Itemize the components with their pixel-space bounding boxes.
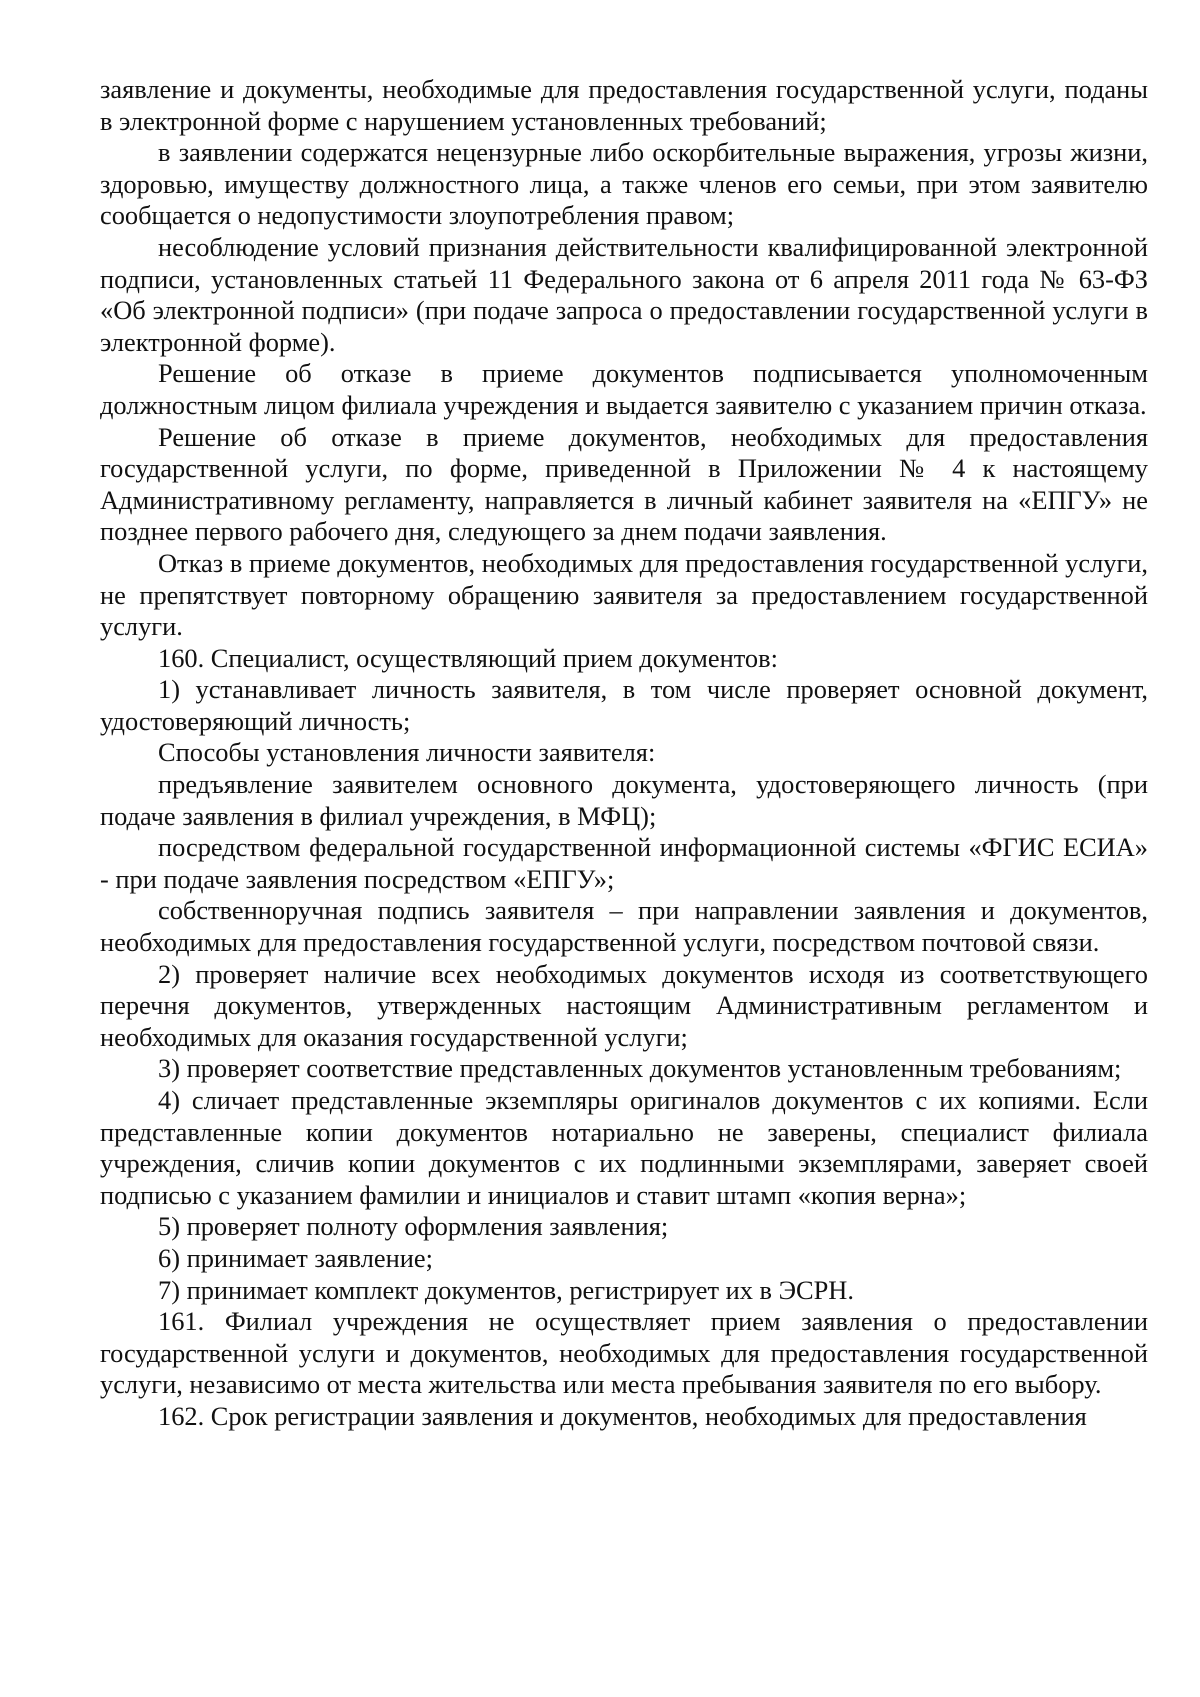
paragraph-signature-validity: несоблюдение условий признания действительности квалифицированной электронной подписи, установленных статьей 11 Федерального закона от 6 апреля 2011 года № 63-ФЗ «Об электронной подписи» (при подаче запроса о предоставлении государственной услуги в электронной форме).: [100, 231, 1148, 357]
paragraph-obscene-expressions: в заявлении содержатся нецензурные либо оскорбительные выражения, угрозы жизни, здоровью, имуществу должностного лица, а также членов его семьи, при этом заявителю сообщается о недопустимости злоупотребления правом;: [100, 137, 1148, 231]
paragraph-162: 162. Срок регистрации заявления и документов, необходимых для предоставления: [158, 1400, 1087, 1431]
paragraph-160-item-1: 1) устанавливает личность заявителя, в том числе проверяет основной документ, удостоверяющий личность;: [100, 674, 1148, 736]
paragraph-refusal-no-obstacle: Отказ в приеме документов, необходимых для предоставления государственной услуги, не препятствует повторному обращению заявителя за предоставлением государственной услуги.: [100, 547, 1148, 642]
paragraph-160: 160. Специалист, осуществляющий прием документов:: [158, 642, 778, 673]
paragraph-161: 161. Филиал учреждения не осуществляет прием заявления о предоставлении государственной услуги и документов, необходимых для предоставления государственной услуги, независимо от места жительства или места пребывания заявителя по его выбору.: [100, 1306, 1148, 1400]
paragraph-continuation: заявление и документы, необходимые для предоставления государственной услуги, поданы в электронной форме с нарушением установленных требований;: [100, 74, 1148, 136]
document-page: [100, 74, 1148, 1433]
paragraph-160-item-5: 5) проверяет полноту оформления заявления;: [158, 1211, 669, 1242]
paragraph-160-item-6: 6) принимает заявление;: [158, 1242, 433, 1273]
paragraph-identity-methods: Способы установления личности заявителя:: [158, 737, 656, 768]
paragraph-identity-signature: собственноручная подпись заявителя – при направлении заявления и документов, необходимых для предоставления государственной услуги, посредством почтовой связи.: [100, 895, 1148, 958]
paragraph-identity-esia: посредством федеральной государственной информационной системы «ФГИС ЕСИА» - при подаче заявления посредством «ЕПГУ»;: [100, 832, 1148, 894]
paragraph-identity-document: предъявление заявителем основного документа, удостоверяющего личность (при подаче заявления в филиал учреждения, в МФЦ);: [100, 769, 1148, 831]
paragraph-160-item-3: 3) проверяет соответствие представленных документов установленным требованиям;: [158, 1053, 1122, 1084]
paragraph-160-item-2: 2) проверяет наличие всех необходимых документов исходя из соответствующего перечня документов, утвержденных настоящим Административным регламентом и необходимых для оказания государственной услуги;: [100, 958, 1148, 1052]
paragraph-refusal-form: Решение об отказе в приеме документов, необходимых для предоставления государственной услуги, по форме, приведенной в Приложении № 4 к настоящему Административному регламенту, направляется в личный кабинет заявителя на «ЕПГУ» не позднее первого рабочего дня, следующего за днем подачи заявления.: [100, 421, 1148, 547]
paragraph-160-item-4: 4) сличает представленные экземпляры оригиналов документов с их копиями. Если представленные копии документов нотариально не заверены, специалист филиала учреждения, сличив копии документов с их подлинными экземплярами, заверяет своей подписью с указанием фамилии и инициалов и ставит штамп «копия верна»;: [100, 1085, 1148, 1210]
paragraph-refusal-decision: Решение об отказе в приеме документов подписывается уполномоченным должностным лицом филиала учреждения и выдается заявителю с указанием причин отказа.: [100, 358, 1148, 420]
paragraph-160-item-7: 7) принимает комплект документов, регистрирует их в ЭСРН.: [158, 1274, 854, 1305]
